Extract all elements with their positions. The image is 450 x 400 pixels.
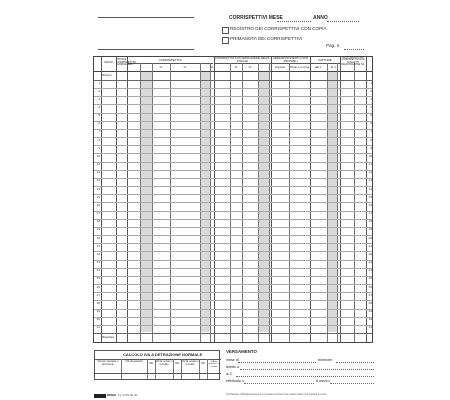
- row-rule: [94, 129, 372, 130]
- row-number-left: 5: [98, 113, 100, 118]
- calc-h-last: IVA da versare o a credito: [208, 361, 220, 368]
- pct-header: %: [210, 65, 214, 69]
- row-number-right: 3: [370, 96, 372, 101]
- row-number-right: 6: [370, 121, 372, 126]
- row-number-right: 19: [368, 227, 372, 232]
- calc-rule: [95, 373, 221, 374]
- col-rule: [101, 57, 102, 342]
- footnote: (1) Riportare obbligatoriamente le eventuali precedenti rate relative all'anno di imposta in corso: [226, 393, 327, 396]
- registro-label: REGISTRO DEI CORRISPETTIVI CON COPIA: [230, 26, 327, 31]
- row-number-left: 30: [96, 317, 100, 322]
- row-number-left: 19: [96, 227, 100, 232]
- riporto-rule: [94, 80, 372, 81]
- col-rule: [116, 57, 117, 342]
- trimestre-field[interactable]: [336, 362, 374, 363]
- row-number-left: 8: [98, 137, 100, 142]
- riportare-label: Riportare: [102, 335, 115, 339]
- row-number-left: 7: [98, 129, 100, 134]
- row-number-right: 24: [368, 268, 372, 273]
- row-rule: [94, 145, 372, 146]
- calc-h-sub: IVA: [201, 362, 205, 365]
- dal-header: dal n.: [314, 65, 323, 69]
- row-number-left: 18: [96, 219, 100, 224]
- row-number-right: 28: [368, 300, 372, 305]
- calc-h-versare: IVA da versare o a credito: [155, 360, 173, 366]
- row-number-left: 6: [98, 121, 100, 126]
- row-number-left: 15: [96, 194, 100, 199]
- row-number-right: 12: [368, 170, 372, 175]
- diretto-label: diretto a: [226, 365, 239, 369]
- col-rule: [271, 57, 272, 342]
- row-number-right: 22: [368, 251, 372, 256]
- row-number-right: 5: [370, 113, 372, 118]
- row-number-left: 9: [98, 145, 100, 150]
- effettuato-field[interactable]: [244, 383, 314, 384]
- row-number-right: 7: [370, 129, 372, 134]
- row-rule: [94, 178, 372, 179]
- row-rule: [94, 113, 372, 114]
- row-rule: [94, 284, 372, 285]
- row-rule: [94, 251, 372, 252]
- row-rule: [94, 235, 372, 236]
- calc-h-sub: IVA: [175, 362, 179, 365]
- row-number-left: 14: [96, 186, 100, 191]
- diretto-field[interactable]: [240, 369, 374, 370]
- mese-di-field[interactable]: [238, 362, 316, 363]
- row-number-left: 13: [96, 178, 100, 183]
- header-bottom-rule: [94, 71, 372, 72]
- row-rule: [94, 268, 372, 269]
- row-number-left: 27: [96, 292, 100, 297]
- row-number-left: 29: [96, 309, 100, 314]
- col-rule: [340, 57, 341, 342]
- row-number-left: 2: [98, 88, 100, 93]
- titolo-header: Titolo e norma: [289, 65, 310, 69]
- al-field[interactable]: [236, 376, 374, 377]
- row-number-left: 26: [96, 284, 100, 289]
- calc-h-sub: IVA: [149, 362, 153, 365]
- mezzo-label: a mezzo: [316, 379, 330, 383]
- calc-col-rule: [173, 359, 174, 379]
- row-rule: [94, 153, 372, 154]
- mese-field[interactable]: [277, 21, 311, 22]
- row-number-right: 10: [368, 153, 372, 158]
- calc-h-pag: IVA da versare o a credito: [181, 360, 199, 366]
- al-header: al n.: [330, 65, 337, 69]
- row-rule: [94, 137, 372, 138]
- row-rule: [94, 121, 372, 122]
- row-number-left: 16: [96, 202, 100, 207]
- calc-h-cassiere: IVA per cassiere o promiscuo: [97, 360, 119, 366]
- row-number-left: 11: [96, 162, 100, 167]
- brand-logo: [94, 394, 106, 398]
- row-number-left: 12: [96, 170, 100, 175]
- calc-col-rule: [199, 359, 200, 379]
- row-number-right: 30: [368, 317, 372, 322]
- row-rule: [94, 219, 372, 220]
- mezzo-field[interactable]: [330, 383, 374, 384]
- corrispettivi-table: [93, 56, 373, 343]
- primanota-checkbox[interactable]: [222, 37, 229, 44]
- effettuato-label: effettuato il: [226, 379, 244, 383]
- registro-checkbox[interactable]: [222, 27, 229, 34]
- row-number-left: 31: [96, 325, 100, 330]
- row-rule: [94, 243, 372, 244]
- row-number-right: 25: [368, 276, 372, 281]
- row-number-right: 26: [368, 284, 372, 289]
- group-header-operazioni: OPERAZIONI ESENTI O NON IMPONIBILI: [272, 57, 309, 63]
- row-number-right: 29: [368, 309, 372, 314]
- group-header-ventilazione: CORRISPETTIVI CON VENTILAZIONE REGOL. FISCALE: [214, 57, 271, 63]
- row-number-right: 18: [368, 219, 372, 224]
- row-rule: [94, 170, 372, 171]
- riportare-rule: [94, 333, 372, 334]
- row-rule: [94, 276, 372, 277]
- row-rule: [94, 88, 372, 89]
- pct-header: %: [159, 65, 163, 69]
- row-number-right: 2: [370, 88, 372, 93]
- row-number-right: 27: [368, 292, 372, 297]
- col-rule: [310, 57, 311, 342]
- group-header-iva-ridotta: ALTRI IMPORTI DEI CORRISPETTIVI NON SOGGETTI REGISTRAZIONE IVA: [341, 57, 365, 67]
- row-rule: [94, 96, 372, 97]
- row-number-right: 4: [370, 104, 372, 109]
- row-number-right: 11: [368, 162, 372, 167]
- row-number-right: 8: [370, 137, 372, 142]
- row-rule: [94, 309, 372, 310]
- brand-name: DEMO: [107, 393, 116, 397]
- anno-field[interactable]: [327, 21, 359, 22]
- col-header-anno: ANNO: [104, 60, 113, 64]
- col-header-totale: TOTALE CORRISPETTIVI GIORNALIERI: [116, 58, 136, 67]
- riporto-label: Riporto: [102, 73, 112, 77]
- row-number-right: 17: [368, 211, 372, 216]
- pct-header: %: [183, 65, 187, 69]
- row-number-right: 13: [368, 178, 372, 183]
- row-rule: [94, 162, 372, 163]
- versamento-title: VERSAMENTO: [226, 349, 257, 354]
- trimestre-label: trimestre: [318, 358, 332, 362]
- group-rule: [310, 63, 340, 64]
- row-number-left: 21: [96, 243, 100, 248]
- calc-h-acquisti: IVA da acquisti: [125, 360, 143, 363]
- row-number-left: 10: [96, 153, 100, 158]
- row-rule: [94, 227, 372, 228]
- row-number-right: 14: [368, 186, 372, 191]
- importo-header: Importo: [274, 65, 286, 69]
- pct-header: %: [248, 65, 252, 69]
- row-rule: [94, 260, 372, 261]
- corrispettivi-mese-label: CORRISPETTIVI MESE: [229, 15, 283, 21]
- row-number-left: 17: [96, 211, 100, 216]
- row-number-left: 28: [96, 300, 100, 305]
- header-left-rule-2: [98, 49, 194, 50]
- col-rule: [127, 57, 128, 342]
- row-number-right: 31: [368, 325, 372, 330]
- pct-header: %: [234, 65, 238, 69]
- anno-label: ANNO: [313, 15, 328, 21]
- calcolo-iva-title: CALCOLO IVA A DETRAZIONE NORMALE: [123, 352, 203, 357]
- row-number-left: 25: [96, 276, 100, 281]
- group-header-corrispettivi: CORRISPETTIVI: [158, 58, 182, 62]
- mese-di-label: mese di: [226, 358, 239, 362]
- row-rule: [94, 300, 372, 301]
- calc-col-rule: [147, 359, 148, 379]
- al-label: al C.: [226, 372, 234, 376]
- row-rule: [94, 194, 372, 195]
- row-rule: [94, 292, 372, 293]
- row-number-left: 24: [96, 268, 100, 273]
- row-rule: [94, 186, 372, 187]
- group-header-fatture: FATTURE: [318, 58, 332, 62]
- page-number-field[interactable]: [344, 49, 364, 50]
- row-rule: [94, 104, 372, 105]
- row-rule: [94, 325, 372, 326]
- row-rule: [94, 317, 372, 318]
- row-number-right: 15: [368, 194, 372, 199]
- row-number-left: 23: [96, 260, 100, 265]
- row-number-right: 1: [370, 80, 372, 85]
- header-left-rule: [98, 17, 194, 18]
- row-number-left: 1: [98, 80, 100, 85]
- calcolo-iva-box: [94, 350, 220, 380]
- form-code: FL.1729.00.00: [118, 393, 138, 397]
- row-number-right: 21: [368, 243, 372, 248]
- page-number-label: Pag. n.: [326, 43, 341, 48]
- row-number-left: 20: [96, 235, 100, 240]
- row-number-left: 3: [98, 96, 100, 101]
- row-number-left: 22: [96, 251, 100, 256]
- versamento-section: [226, 350, 376, 392]
- row-number-right: 16: [368, 202, 372, 207]
- row-number-right: 23: [368, 260, 372, 265]
- row-number-right: 9: [370, 145, 372, 150]
- row-number-left: 4: [98, 104, 100, 109]
- row-rule: [94, 211, 372, 212]
- row-number-right: 20: [368, 235, 372, 240]
- col-rule: [214, 57, 215, 342]
- row-rule: [94, 202, 372, 203]
- primanota-label: PRIMANOTA DEI CORRISPETTIVI: [230, 36, 303, 41]
